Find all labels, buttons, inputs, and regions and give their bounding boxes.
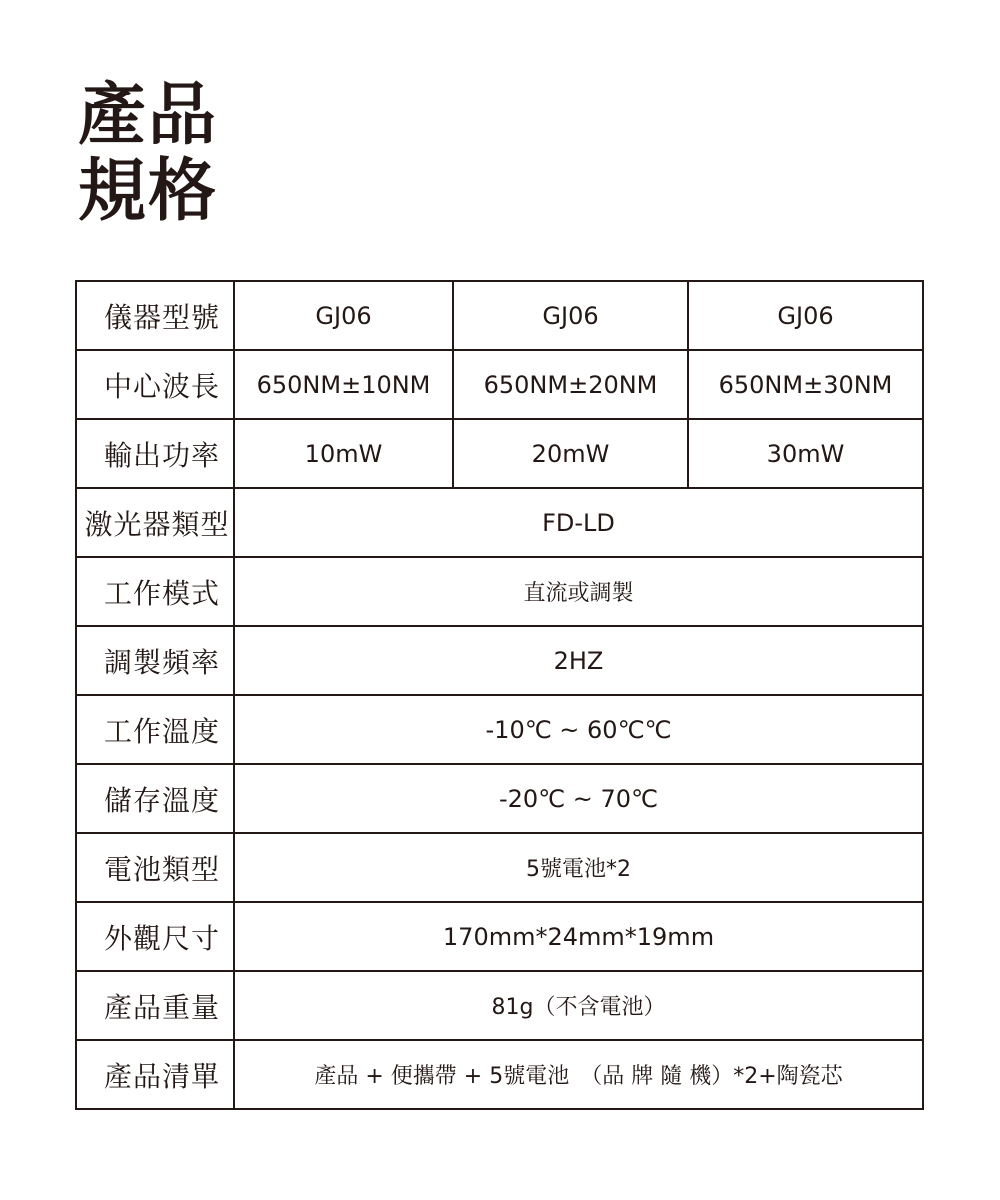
- spec-table: [75, 280, 924, 1110]
- storage-temp-value: -20℃ ~ 70℃: [234, 764, 923, 833]
- work-mode-value: 直流或調製: [234, 557, 923, 626]
- model-value-1: GJ06: [234, 281, 453, 350]
- package-value: 產品 + 便攜帶 + 5號電池 （品 牌 隨 機）*2+陶瓷芯: [234, 1040, 923, 1109]
- power-value-3: 30mW: [688, 419, 923, 488]
- row-label: 電池類型: [76, 833, 234, 902]
- wavelength-value-1: 650NM±10NM: [234, 350, 453, 419]
- battery-value: 5號電池*2: [234, 833, 923, 902]
- title-line-2: 規格: [78, 152, 219, 231]
- row-model: [76, 281, 923, 350]
- dimensions-value: 170mm*24mm*19mm: [234, 902, 923, 971]
- row-label: 工作溫度: [76, 695, 234, 764]
- title-line-1: 產品: [78, 76, 219, 155]
- row-label: 外觀尺寸: [76, 902, 234, 971]
- wavelength-value-2: 650NM±20NM: [453, 350, 688, 419]
- row-label: 中心波長: [76, 350, 234, 419]
- row-label: 產品重量: [76, 971, 234, 1040]
- laser-type-value: FD-LD: [234, 488, 923, 557]
- row-package: [76, 1040, 923, 1109]
- power-value-1: 10mW: [234, 419, 453, 488]
- row-label: 激光器類型: [76, 488, 234, 557]
- row-storage-temp: [76, 764, 923, 833]
- row-laser-type: [76, 488, 923, 557]
- row-work-mode: [76, 557, 923, 626]
- mod-freq-value: 2HZ: [234, 626, 923, 695]
- row-label: 調製頻率: [76, 626, 234, 695]
- row-dimensions: [76, 902, 923, 971]
- row-label: 儀器型號: [76, 281, 234, 350]
- row-work-temp: [76, 695, 923, 764]
- row-label: 輸出功率: [76, 419, 234, 488]
- row-weight: [76, 971, 923, 1040]
- row-mod-freq: [76, 626, 923, 695]
- model-value-2: GJ06: [453, 281, 688, 350]
- wavelength-value-3: 650NM±30NM: [688, 350, 923, 419]
- row-battery: [76, 833, 923, 902]
- weight-value: 81g（不含電池）: [234, 971, 923, 1040]
- row-label: 儲存溫度: [76, 764, 234, 833]
- work-temp-value: -10℃ ~ 60℃℃: [234, 695, 923, 764]
- row-label: 產品清單: [76, 1040, 234, 1109]
- row-label: 工作模式: [76, 557, 234, 626]
- model-value-3: GJ06: [688, 281, 923, 350]
- row-wavelength: [76, 350, 923, 419]
- page-title: [78, 78, 218, 230]
- row-power: [76, 419, 923, 488]
- power-value-2: 20mW: [453, 419, 688, 488]
